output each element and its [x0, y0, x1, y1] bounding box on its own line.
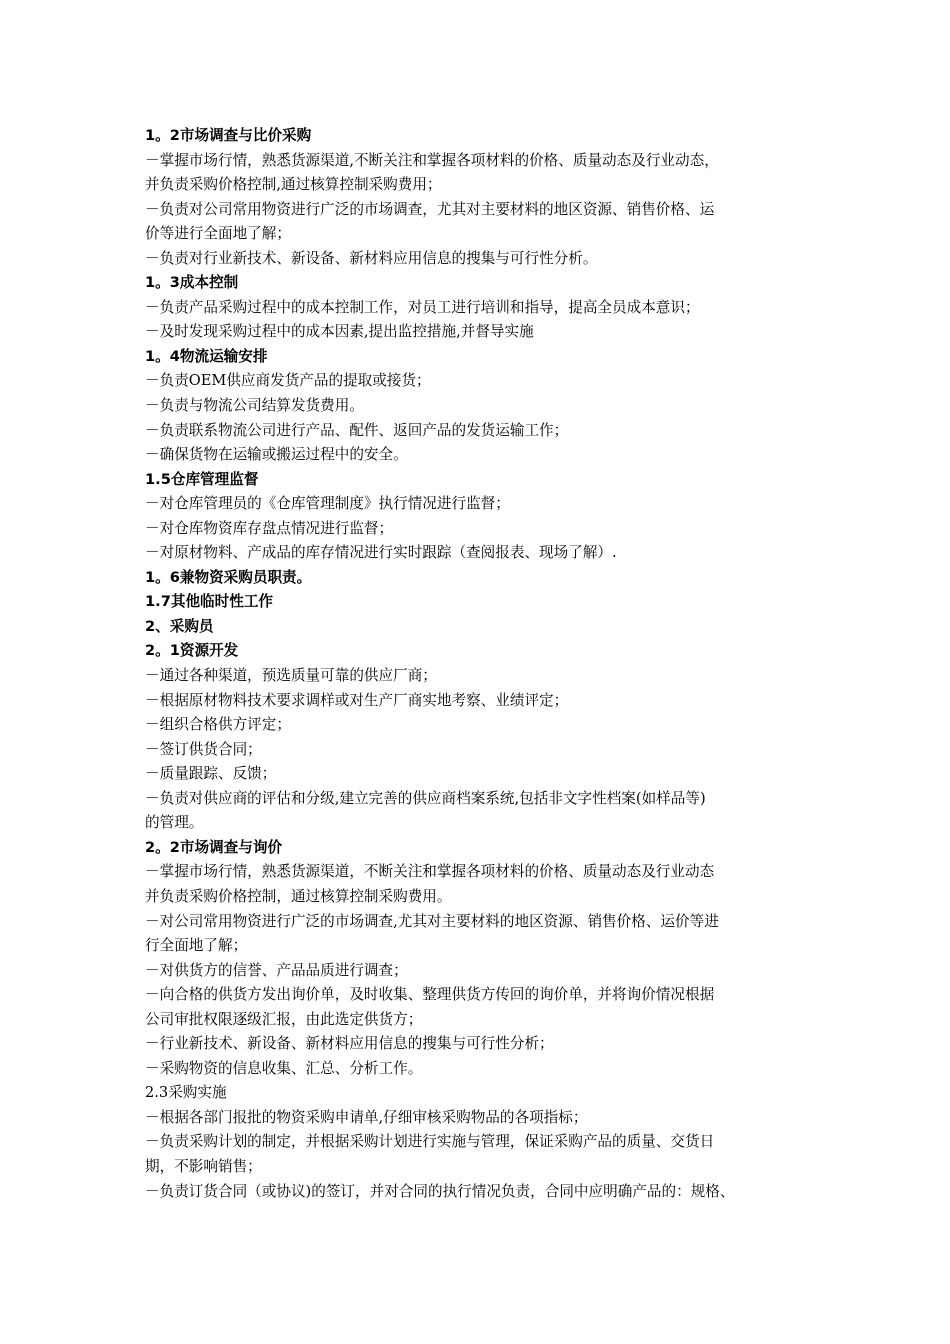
section-heading-2-2: 2。2市场调查与询价: [145, 838, 283, 856]
list-item: －对公司常用物资进行广泛的市场调查,尤其对主要材料的地区资源、销售价格、运价等进: [145, 912, 719, 930]
list-item: －对仓库物资库存盘点情况进行监督；: [145, 519, 394, 537]
list-item-continuation: 期，不影响销售；: [145, 1157, 262, 1175]
section-heading-1-3: 1。3成本控制: [145, 274, 239, 292]
section-heading-1-4: 1。4物流运输安排: [145, 347, 268, 365]
list-item-continuation: 并负责采购价格控制，通过核算控制采购费用。: [145, 887, 452, 905]
document-page: [145, 124, 825, 1204]
section-heading-1-7: 1.7其他临时性工作: [145, 593, 274, 611]
list-item: －负责联系物流公司进行产品、配件、返回产品的发货运输工作；: [145, 421, 569, 439]
list-item-continuation: 的管理。: [145, 814, 204, 832]
section-heading-1-2: 1。2市场调查与比价采购: [145, 127, 312, 144]
list-item: －对供货方的信誉、产品品质进行调查；: [145, 961, 408, 979]
list-item: －根据各部门报批的物资采购申请单,仔细审核采购物品的各项指标；: [145, 1108, 588, 1126]
section-heading-2: 2、采购员: [145, 617, 214, 635]
list-item: －对仓库管理员的《仓库管理制度》执行情况进行监督；: [145, 495, 510, 513]
list-item: －及时发现采购过程中的成本因素,提出监控措施,并督导实施: [145, 323, 534, 341]
list-item: －负责采购计划的制定，并根据采购计划进行实施与管理，保证采购产品的质量、交货日: [145, 1133, 715, 1151]
list-item: －采购物资的信息收集、汇总、分析工作。: [145, 1059, 423, 1077]
list-item: －掌握市场行情，熟悉货源渠道，不断关注和掌握各项材料的价格、质量动态及行业动态: [145, 863, 715, 881]
list-item: －对原材物料、产成品的库存情况进行实时跟踪（查阅报表、现场了解）.: [145, 544, 617, 562]
section-heading-1-5: 1.5仓库管理监督: [145, 470, 259, 488]
section-heading-1-6: 1。6兼物资采购员职责。: [145, 568, 312, 586]
list-item: －负责对供应商的评估和分级,建立完善的供应商档案系统,包括非文字性档案(如样品等): [145, 789, 706, 807]
list-item: －质量跟踪、反馈；: [145, 765, 277, 783]
list-item: －根据原材物料技术要求调样或对生产厂商实地考察、业绩评定；: [145, 691, 569, 709]
list-item: －负责对公司常用物资进行广泛的市场调查，尤其对主要材料的地区资源、销售价格、运: [145, 200, 715, 218]
list-item-continuation: 价等进行全面地了解；: [145, 225, 291, 243]
list-item: －签订供货合同；: [145, 740, 262, 758]
list-item: －负责订货合同（或协议)的签订，并对合同的执行情况负责，合同中应明确产品的：规格、: [145, 1182, 735, 1200]
list-item-continuation: 公司审批权限逐级汇报，由此选定供货方；: [145, 1010, 423, 1028]
list-item-continuation: 并负责采购价格控制,通过核算控制采购费用；: [145, 176, 442, 194]
list-item: －负责对行业新技术、新设备、新材料应用信息的搜集与可行性分析。: [145, 249, 598, 267]
list-item-continuation: 行全面地了解；: [145, 937, 248, 955]
list-item: －负责产品采购过程中的成本控制工作，对员工进行培训和指导，提高全员成本意识；: [145, 298, 700, 316]
section-heading-2-3: 2.3采购实施: [145, 1084, 227, 1102]
list-item: －行业新技术、新设备、新材料应用信息的搜集与可行性分析；: [145, 1035, 554, 1053]
list-item: －组织合格供方评定；: [145, 716, 291, 734]
list-item: －确保货物在运输或搬运过程中的安全。: [145, 446, 408, 464]
list-item: －向合格的供货方发出询价单，及时收集、整理供货方传回的询价单，并将询价情况根据: [145, 986, 715, 1004]
list-item: －掌握市场行情，熟悉货源渠道,不断关注和掌握各项材料的价格、质量动态及行业动态，: [145, 151, 719, 169]
section-heading-2-1: 2。1资源开发: [145, 642, 239, 660]
list-item: －负责OEM供应商发货产品的提取或接货；: [145, 372, 431, 390]
list-item: －负责与物流公司结算发货费用。: [145, 397, 364, 415]
list-item: －通过各种渠道，预选质量可靠的供应厂商；: [145, 667, 437, 685]
